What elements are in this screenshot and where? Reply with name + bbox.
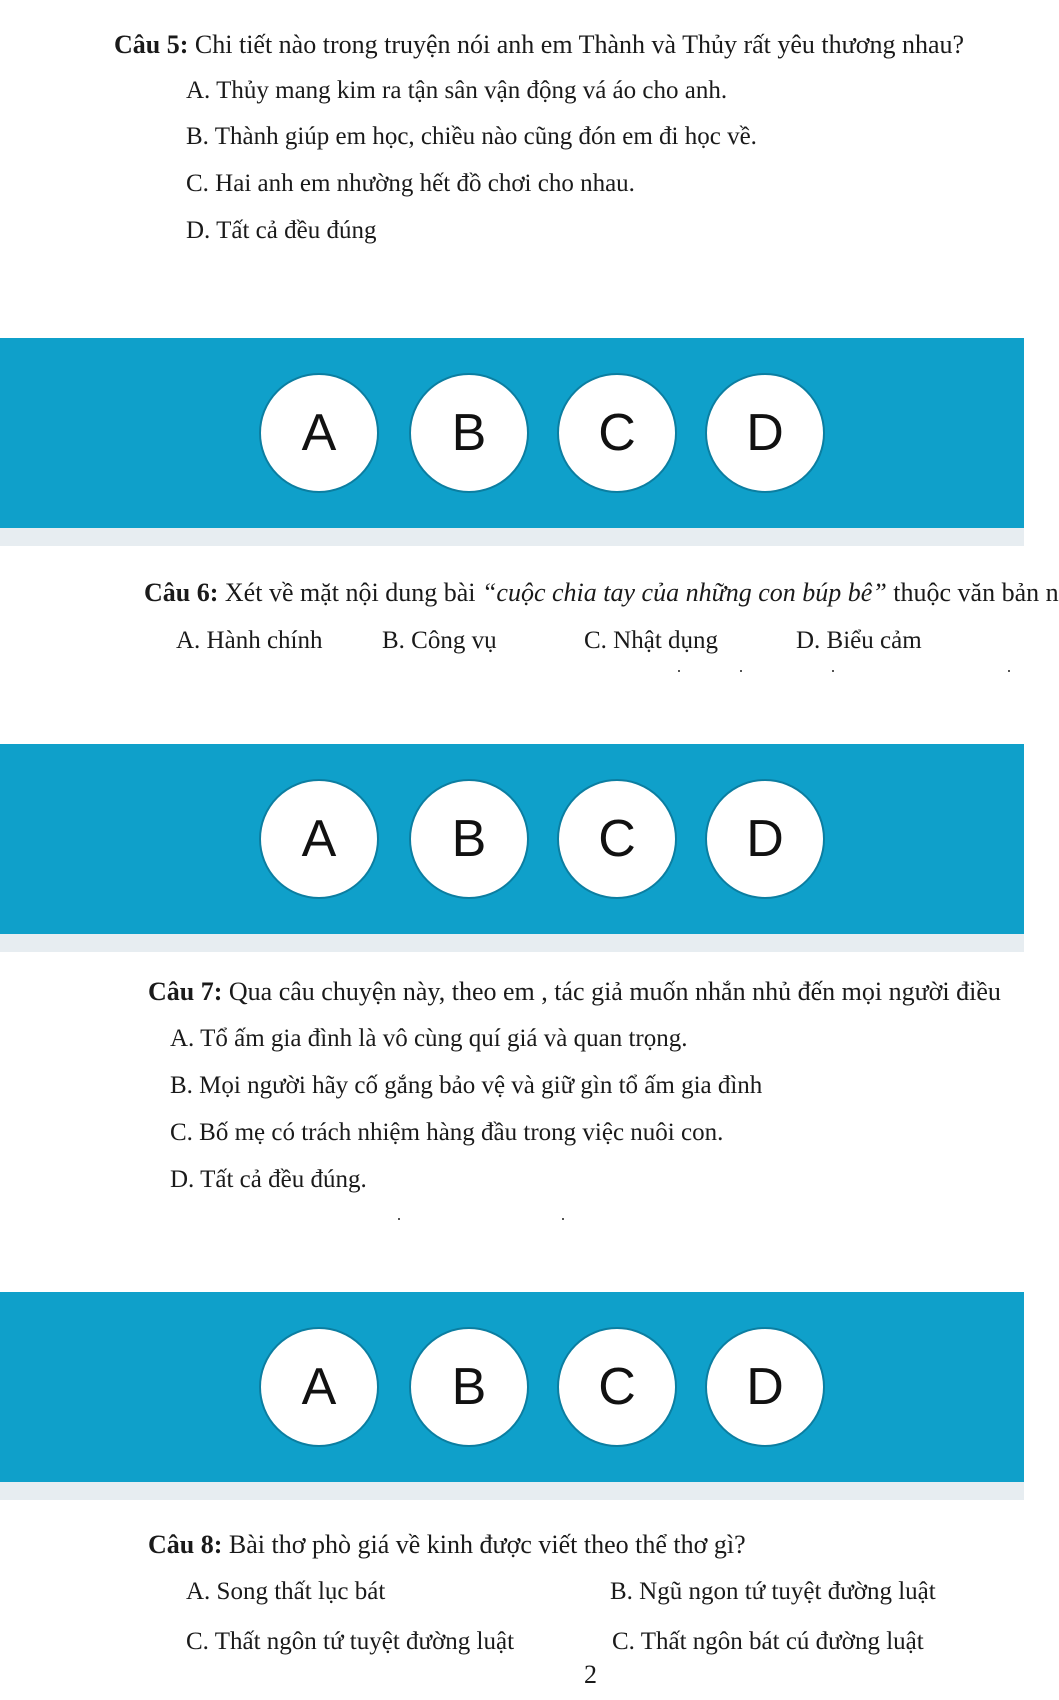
answer-d-button[interactable]: D xyxy=(705,779,825,899)
question-5-option-a: A. Thủy mang kim ra tận sân vận động vá áo cho anh. xyxy=(186,77,728,104)
question-8-option-b: B. Ngũ ngon tứ tuyệt đường luật xyxy=(610,1578,936,1605)
answer-band-3-shadow xyxy=(0,1482,1024,1500)
question-7-text: Qua câu chuyện này, theo em , tác giả muốn nhắn nhủ đến mọi người điều xyxy=(222,977,1001,1006)
question-5-text: Chi tiết nào trong truyện nói anh em Thành và Thủy rất yêu thương nhau? xyxy=(188,30,965,59)
answer-d-button[interactable]: D xyxy=(705,373,825,493)
question-8-option-c: C. Thất ngôn tứ tuyệt đường luật xyxy=(186,1628,515,1655)
question-6-option-d: D. Biểu cảm xyxy=(796,627,922,654)
answer-a-button[interactable]: A xyxy=(259,1327,379,1447)
scan-dot xyxy=(562,1218,564,1220)
answer-b-button[interactable]: B xyxy=(409,1327,529,1447)
question-7-title xyxy=(148,977,1024,1007)
answer-b-button[interactable]: B xyxy=(409,373,529,493)
page-number: 2 xyxy=(584,1660,597,1689)
scan-dot xyxy=(832,670,834,672)
question-7-option-b: B. Mọi người hãy cố gắng bảo vệ và giữ gìn tổ ấm gia đình xyxy=(170,1072,763,1099)
question-7-option-a: A. Tổ ấm gia đình là vô cùng quí giá và quan trọng. xyxy=(170,1025,688,1052)
question-6-option-a: A. Hành chính xyxy=(176,627,323,654)
answer-band-1 xyxy=(0,338,1024,528)
answer-b-button[interactable]: B xyxy=(409,779,529,899)
answer-c-button[interactable]: C xyxy=(557,1327,677,1447)
question-8-option-d: C. Thất ngôn bát cú đường luật xyxy=(612,1628,924,1655)
question-6-title-italic: “cuộc chia tay của những con búp bê” xyxy=(481,578,887,607)
answer-band-2-shadow xyxy=(0,934,1024,952)
question-5-option-b: B. Thành giúp em học, chiều nào cũng đón em đi học về. xyxy=(186,123,757,150)
answer-a-button[interactable]: A xyxy=(259,779,379,899)
scan-dot xyxy=(1008,670,1010,672)
answer-c-button[interactable]: C xyxy=(557,779,677,899)
answer-c-button[interactable]: C xyxy=(557,373,677,493)
question-5-option-c: C. Hai anh em nhường hết đồ chơi cho nhau. xyxy=(186,170,635,197)
question-6-option-b: B. Công vụ xyxy=(382,627,497,654)
question-6-option-c: C. Nhật dụng xyxy=(584,627,719,654)
question-6-text-after: thuộc văn bản n xyxy=(886,578,1059,607)
answer-a-button[interactable]: A xyxy=(259,373,379,493)
question-6-title xyxy=(144,578,1059,608)
scan-dot xyxy=(740,670,742,672)
answer-d-button[interactable]: D xyxy=(705,1327,825,1447)
question-7-number: Câu 7: xyxy=(148,977,223,1006)
question-8-text: Bài thơ phò giá về kinh được viết theo thể thơ gì? xyxy=(222,1530,746,1559)
question-7-option-c: C. Bố mẹ có trách nhiệm hàng đầu trong việc nuôi con. xyxy=(170,1119,724,1146)
question-8-number: Câu 8: xyxy=(148,1530,223,1559)
question-5-option-d: D. Tất cả đều đúng xyxy=(186,217,377,244)
answer-band-1-shadow xyxy=(0,528,1024,546)
answer-band-3 xyxy=(0,1292,1024,1482)
scan-dot xyxy=(678,670,680,672)
question-8-title xyxy=(148,1530,746,1560)
question-8-option-a: A. Song thất lục bát xyxy=(186,1578,386,1605)
scan-dot xyxy=(398,1218,400,1220)
question-5-number: Câu 5: xyxy=(114,30,189,59)
question-6-number: Câu 6: xyxy=(144,578,219,607)
question-5-title xyxy=(114,30,964,60)
question-7-option-d: D. Tất cả đều đúng. xyxy=(170,1166,367,1193)
answer-band-2 xyxy=(0,744,1024,934)
question-6-text-before: Xét về mặt nội dung bài xyxy=(218,578,482,607)
